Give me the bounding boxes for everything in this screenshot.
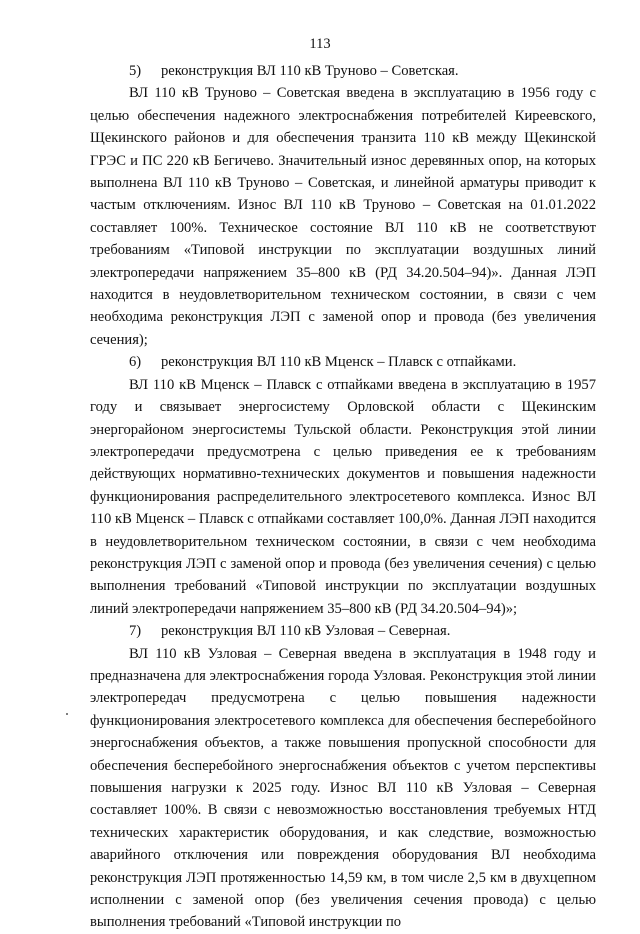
item-paragraph-5: ВЛ 110 кВ Труново – Советская введена в эксплуатацию в 1956 году с целью обеспечения надежного электроснабжения потребителей Киреевского, Щекинского районов и для обеспечения транзита 110 кВ между Щекинской ГРЭС и ПС 220 кВ Бегичево. Значительный износ деревянных опор, на которых выполнена ВЛ 110 кВ Труново – Советская, и линейной арматуры приводит к частым отключениям. Износ ВЛ 110 кВ Труново – Советская на 01.01.2022 составляет 100%. Техническое состояние ВЛ 110 кВ не соответствуют требованиям «Типовой инструкции по эксплуатации воздушных линий электропередачи напряжением 35–800 кВ (РД 34.20.504–94)». Данная ЛЭП находится в неудовлетворительном техническом состоянии, в связи с чем необходима реконструкция ЛЭП с заменой опор и провода (без увеличения сечения);	[90, 85, 596, 348]
item-heading-5	[90, 60, 596, 82]
page-number: 113	[309, 36, 331, 52]
item-heading-6	[90, 351, 596, 373]
item-number: 6)	[129, 354, 142, 371]
item-paragraph-6: ВЛ 110 кВ Мценск – Плавск с отпайками введена в эксплуатацию в 1957 году и связывает энергосистему Орловской области с Щекинским энергорайоном энергосистемы Тульской области. Реконструкция этой линии электропередачи предусмотрена с целью приведения ее к требованиям действующих нормативно-технических документов и повышения надежности функционирования распределительного электросетевого комплекса. Износ ВЛ 110 кВ Мценск – Плавск с отпайками составляет 100,0%. Данная ЛЭП находится в неудовлетворительном техническом состоянии, в связи с чем необходима реконструкция ЛЭП с заменой опор и провода (без увеличения сечения) с целью выполнения требований «Типовой инструкции по эксплуатации воздушных линий электропередачи напряжением 35–800 кВ (РД 34.20.504–94)»;	[90, 376, 596, 617]
item-heading-text: реконструкция ВЛ 110 кВ Мценск – Плавск с отпайками.	[161, 354, 517, 371]
item-number: 5)	[129, 63, 142, 79]
item-heading-text: реконструкция ВЛ 110 кВ Труново – Советская.	[161, 63, 459, 79]
document-body	[90, 60, 596, 934]
item-heading-text: реконструкция ВЛ 110 кВ Узловая – Северная.	[161, 623, 451, 640]
item-number: 7)	[129, 623, 142, 640]
item-paragraph-7: ВЛ 110 кВ Узловая – Северная введена в эксплуатация в 1948 году и предназначена для электроснабжения города Узловая. Реконструкция этой линии электропередач предусмотрена с целью повышения надежности функционирования электросетевого комплекса для обеспечения бесперебойного энергоснабжения объектов, а также повышения пропускной способности для обеспечения бесперебойного энергоснабжения объектов с учетом перспективы повышения нагрузки к 2025 году. Износ ВЛ 110 кВ Узловая – Северная составляет 100%. В связи с невозможностью восстановления требуемых НТД технических характеристик оборудования, и как следствие, возможностью аварийного отключения или повреждения оборудования ВЛ необходима реконструкция ЛЭП протяженностью 14,59 км, в том числе 2,5 км в двухцепном исполнении с заменой опор (без увеличения сечения провода) с целью выполнения требований «Типовой инструкции по	[90, 645, 596, 931]
scan-speck	[66, 713, 68, 715]
item-heading-7	[90, 620, 596, 642]
